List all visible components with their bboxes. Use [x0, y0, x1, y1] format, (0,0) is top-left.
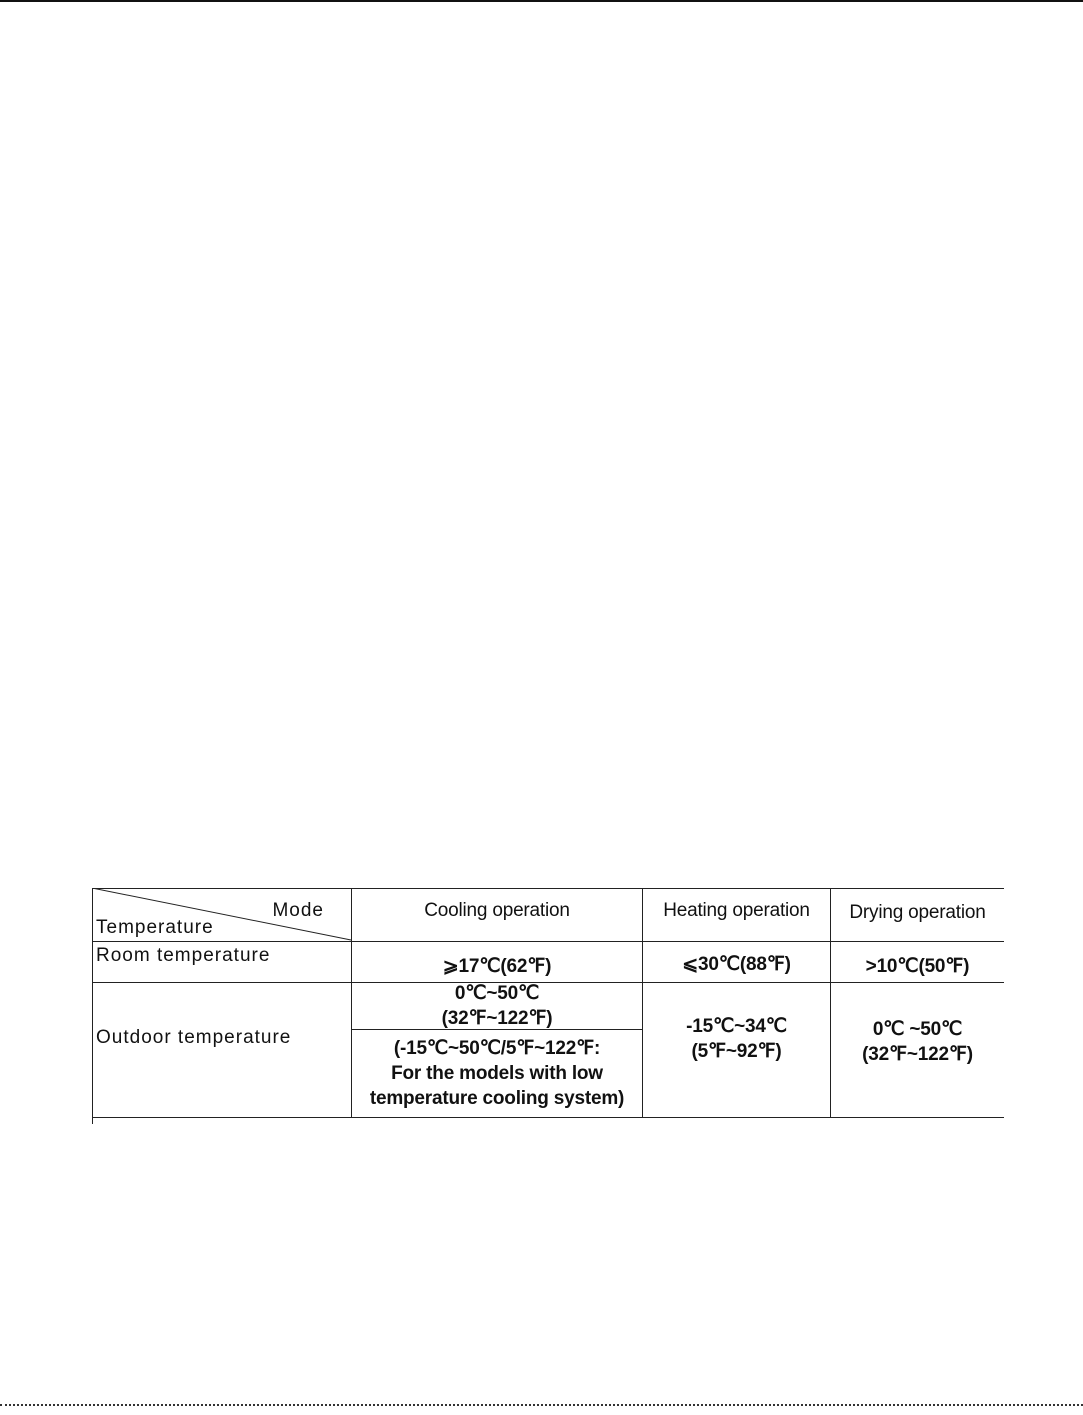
room-heating-text: ⩽30℃(88℉) — [682, 953, 791, 975]
room-heating-value — [643, 948, 830, 980]
header-cooling — [352, 888, 642, 934]
outdoor-cooling-standard-line-2: (32℉~122℉) — [441, 1008, 553, 1029]
room-cooling-text: ⩾17℃(62℉) — [442, 955, 552, 977]
outdoor-heating-line-1: -15℃~34℃ — [686, 1016, 787, 1037]
outdoor-drying-value — [831, 983, 1004, 1101]
outdoor-drying-line-2: (32℉~122℉) — [862, 1044, 973, 1065]
header-heating — [643, 888, 830, 934]
row-outdoor-temperature-label — [92, 983, 351, 1093]
header-drying — [831, 888, 1004, 938]
outdoor-cooling-low-temp — [352, 1030, 642, 1116]
outdoor-cooling-standard — [352, 983, 642, 1029]
outdoor-heating-line-2: (5℉~92℉) — [691, 1041, 782, 1062]
row-room-temperature-label — [92, 942, 351, 970]
header-drying-label: Drying operation — [849, 902, 986, 923]
outdoor-cooling-low-temp-line-3: temperature cooling system) — [369, 1087, 625, 1109]
outdoor-cooling-low-temp-line-1: (-15℃~50℃/5℉~122℉: — [393, 1037, 601, 1059]
corner-temperature-label: Temperature — [96, 917, 214, 938]
outdoor-cooling-standard-line-1: 0℃~50℃ — [454, 983, 540, 1004]
room-cooling-value — [352, 950, 642, 982]
bottom-dotted-rule — [0, 1404, 1083, 1406]
room-drying-text: >10℃(50℉) — [865, 955, 970, 977]
outdoor-heating-value — [643, 983, 830, 1095]
room-temperature-label: Room temperature — [96, 945, 271, 966]
corner-header-cell — [92, 888, 352, 941]
top-rule — [0, 0, 1083, 2]
header-cooling-label: Cooling operation — [424, 900, 570, 921]
outdoor-temperature-label: Outdoor temperature — [96, 1027, 292, 1048]
operating-temperature-table — [92, 888, 1004, 1118]
outdoor-cooling-low-temp-line-2: For the models with low — [391, 1062, 603, 1084]
header-heating-label: Heating operation — [663, 900, 810, 921]
table-bottom-border — [92, 1117, 1004, 1118]
outdoor-drying-line-1: 0℃ ~50℃ — [872, 1019, 963, 1040]
corner-mode-label: Mode — [272, 900, 324, 921]
room-drying-value — [831, 950, 1004, 982]
